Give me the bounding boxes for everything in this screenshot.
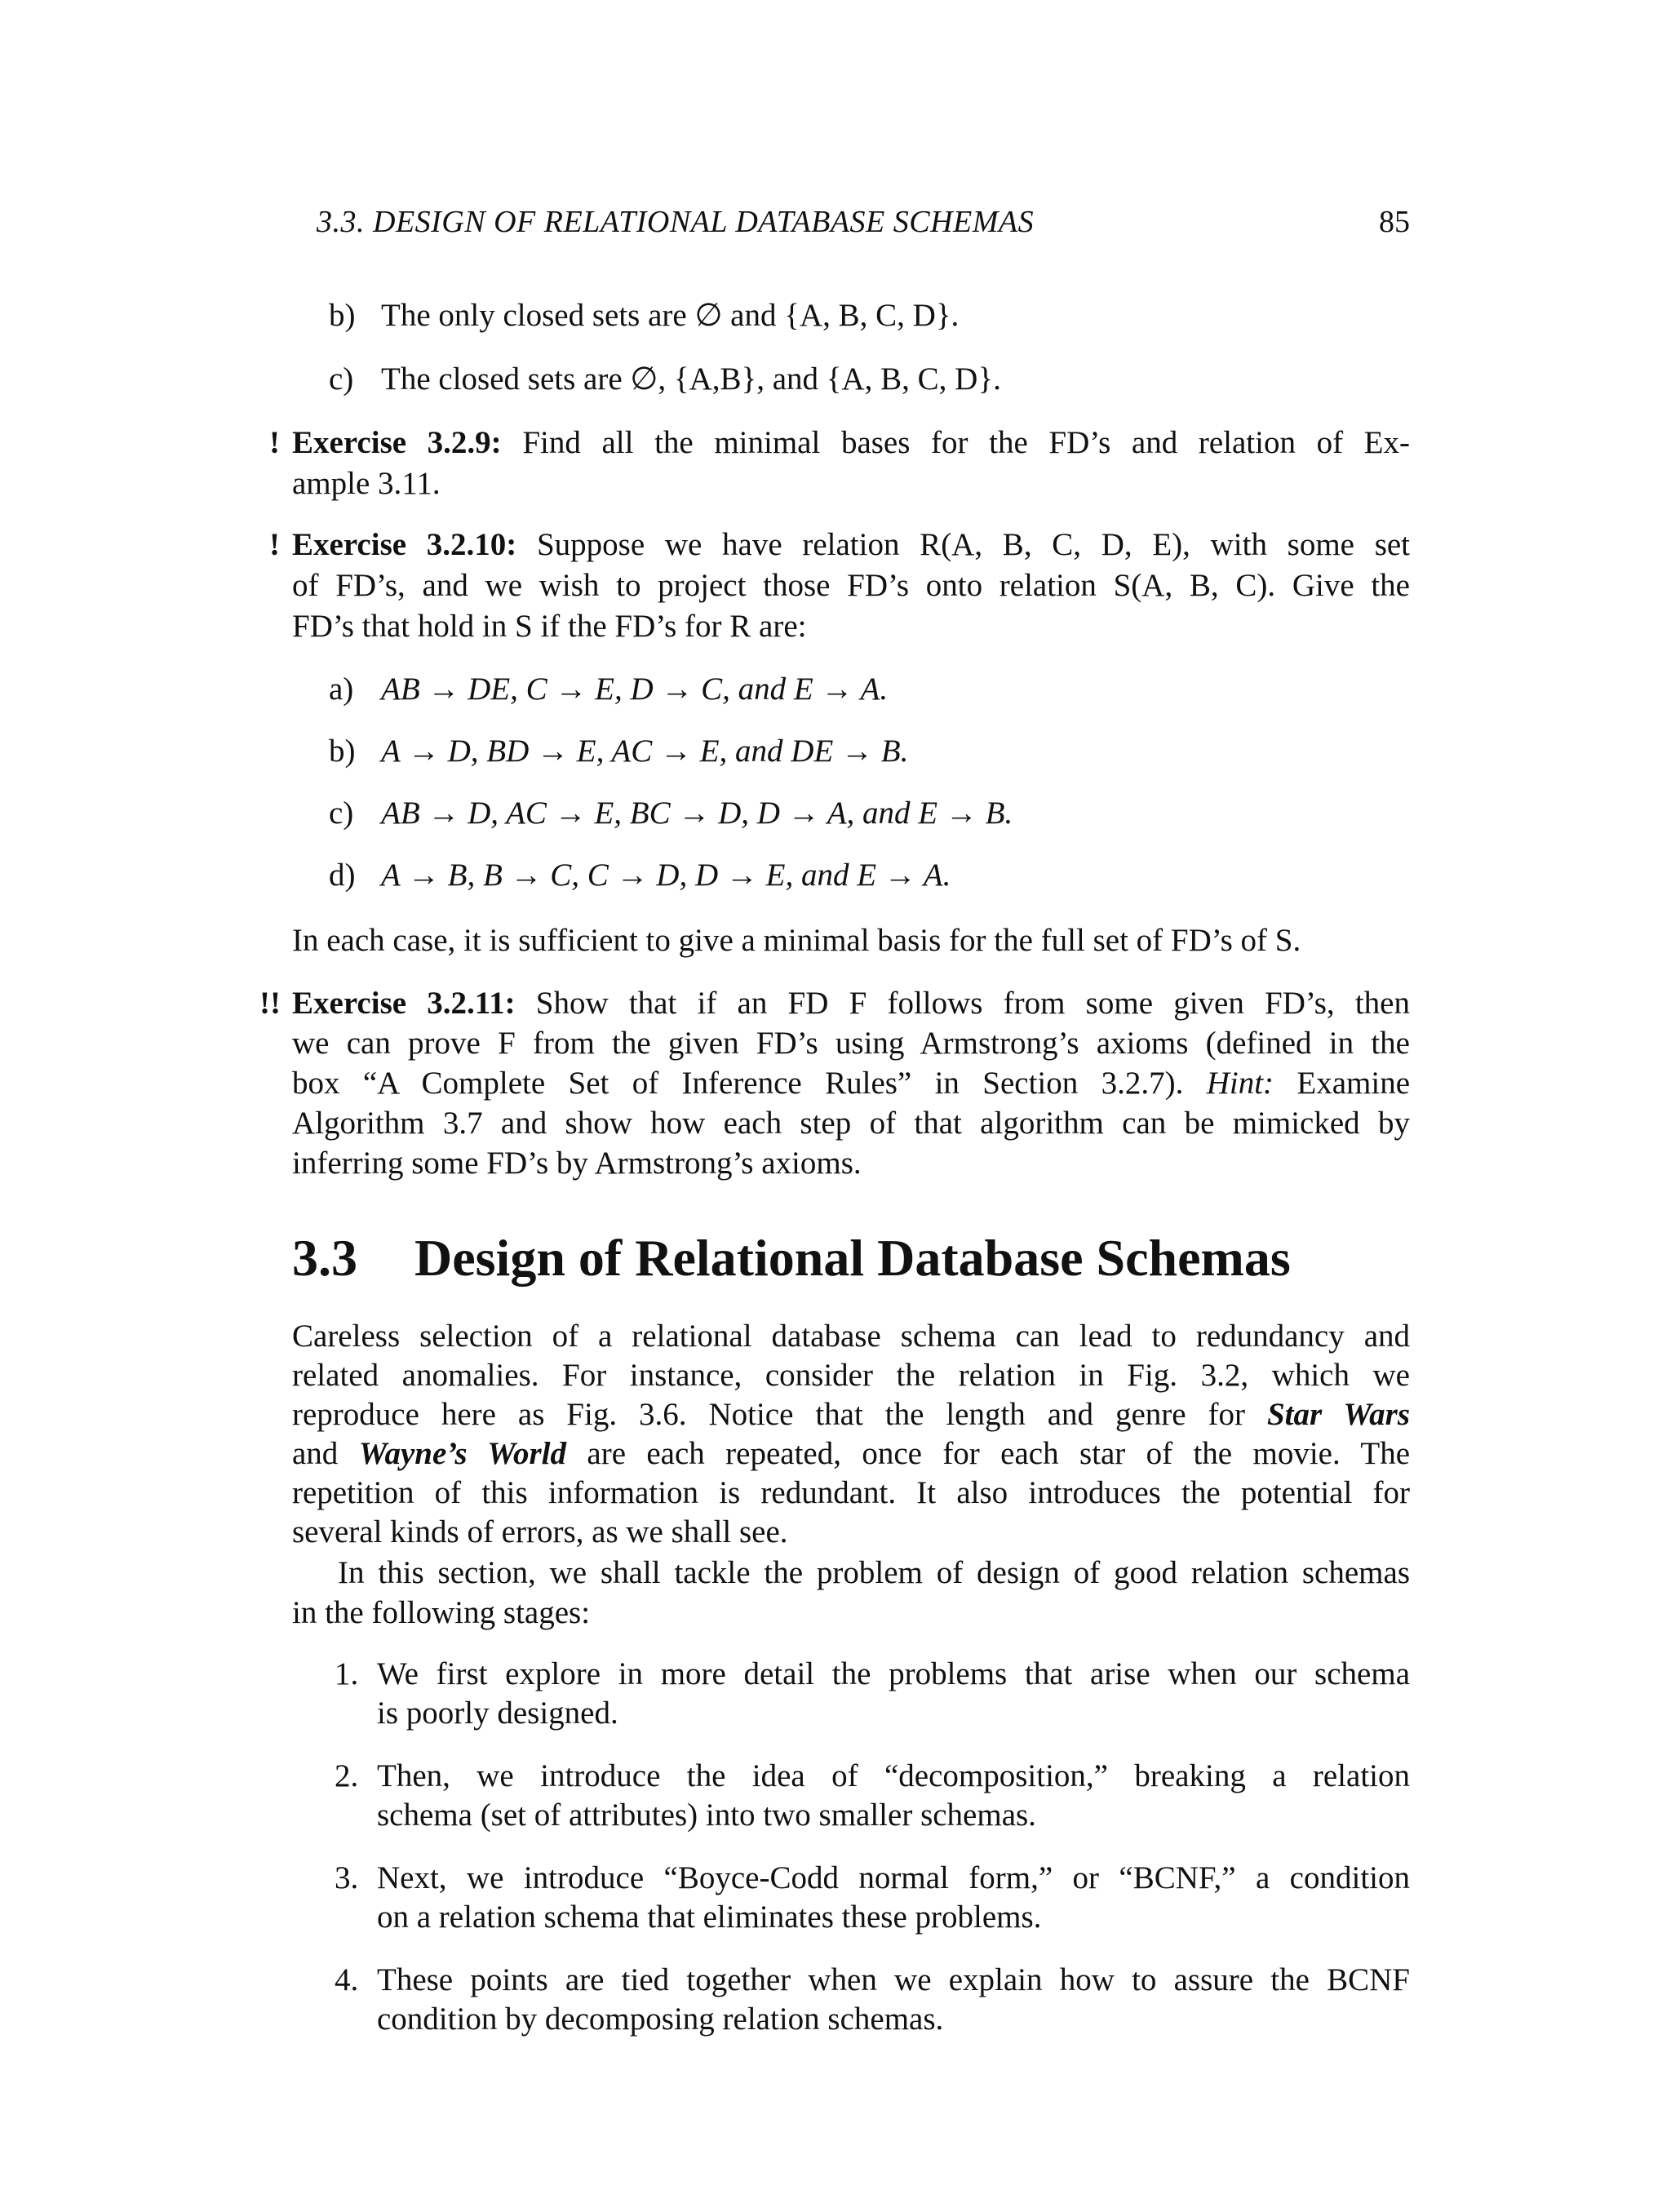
para-text: and <box>292 1436 339 1471</box>
para1-line2: related anomalies. For instance, consider the relation in Fig. 3.2, which we <box>292 1358 1410 1393</box>
fd-item-label: a) <box>329 672 354 707</box>
difficulty-mark: ! <box>269 425 280 460</box>
exercise-text: Show that if an FD F follows from some given FD’s, then <box>535 986 1410 1021</box>
exercise-label: Exercise 3.2.10: <box>292 527 517 562</box>
exercise-3-2-9-line2: ample 3.11. <box>292 466 441 501</box>
fd-item-label: c) <box>329 796 354 831</box>
stage-4-line1 <box>335 1960 1410 2001</box>
exercise-3-2-10-line2: of FD’s, and we wish to project those FD’s onto relation S(A, B, C). Give the <box>292 568 1410 603</box>
exercise-label: Exercise 3.2.9: <box>292 425 502 460</box>
para1-line3 <box>292 1394 1410 1435</box>
answer-c-label: c) <box>329 361 354 397</box>
difficulty-mark: !! <box>259 986 281 1021</box>
fd-item-text: AB → D, AC → E, BC → D, D → A, and E → B. <box>381 796 1013 831</box>
section-number: 3.3 <box>292 1229 357 1287</box>
movie-title: Wayne’s World <box>358 1436 567 1471</box>
answer-b-text: The only closed sets are ∅ and {A, B, C, D}. <box>381 298 960 333</box>
movie-title: Star Wars <box>1266 1397 1411 1432</box>
exercise-label: Exercise 3.2.11: <box>292 986 516 1021</box>
fd-item-text: AB → DE, C → E, D → C, and E → A. <box>381 672 889 707</box>
para-text: reproduce here as Fig. 3.6. Notice that the length and genre for <box>292 1397 1245 1432</box>
fd-item-d <box>329 855 951 896</box>
stage-3-line1 <box>335 1858 1410 1899</box>
section-title: Design of Relational Database Schemas <box>414 1229 1291 1287</box>
fd-item-c <box>329 793 1013 834</box>
stage-1-line1 <box>335 1654 1410 1695</box>
stage-2-line2: schema (set of attributes) into two smaller schemas. <box>377 1798 1036 1833</box>
page-number: 85 <box>1379 205 1410 239</box>
fd-item-a <box>329 669 888 710</box>
exercise-text: Suppose we have relation R(A, B, C, D, E), with some set <box>536 527 1411 562</box>
exercise-3-2-10-line1 <box>269 525 1411 565</box>
answer-b-label: b) <box>329 298 356 333</box>
exercise-text: Examine <box>1296 1066 1411 1101</box>
running-title: 3.3. DESIGN OF RELATIONAL DATABASE SCHEMAS <box>317 205 1035 239</box>
list-text: These points are tied together when we explain how to assure the BCNF <box>377 1962 1410 1997</box>
exercise-3-2-11-line1 <box>259 983 1410 1024</box>
exercise-3-2-11-line2: we can prove F from the given FD’s using Armstrong’s axioms (defined in the <box>292 1026 1410 1061</box>
exercise-3-2-11-line5: inferring some FD’s by Armstrong’s axioms. <box>292 1146 862 1181</box>
fd-item-text: A → B, B → C, C → D, D → E, and E → A. <box>381 858 951 893</box>
exercise-3-2-10-closing: In each case, it is sufficient to give a minimal basis for the full set of FD’s of S. <box>292 923 1301 958</box>
fd-item-text: A → D, BD → E, AC → E, and DE → B. <box>381 734 909 769</box>
para1-line4 <box>292 1434 1410 1474</box>
exercise-3-2-9-line1 <box>269 423 1410 463</box>
answer-c-text: The closed sets are ∅, {A,B}, and {A, B, C, D}. <box>381 361 1001 397</box>
stage-1-line2: is poorly designed. <box>377 1696 618 1731</box>
list-text: We first explore in more detail the problems that arise when our schema <box>377 1656 1410 1691</box>
list-text: Next, we introduce “Boyce-Codd normal form,” or “BCNF,” a condition <box>377 1860 1410 1895</box>
para1-line1: Careless selection of a relational database schema can lead to redundancy and <box>292 1319 1410 1354</box>
para-text: are each repeated, once for each star of the movie. The <box>587 1436 1411 1471</box>
para1-line6: several kinds of errors, as we shall see. <box>292 1514 788 1549</box>
difficulty-mark: ! <box>269 527 280 562</box>
exercise-3-2-11-line4: Algorithm 3.7 and show how each step of that algorithm can be mimicked by <box>292 1106 1410 1141</box>
stage-4-line2: condition by decomposing relation schemas. <box>377 2001 944 2037</box>
hint-label: Hint: <box>1206 1066 1274 1101</box>
exercise-3-2-10-line3: FD’s that hold in S if the FD’s for R are: <box>292 609 807 644</box>
answer-c <box>329 359 1001 400</box>
fd-item-b <box>329 731 908 772</box>
exercise-3-2-11-line3 <box>292 1063 1410 1104</box>
list-number: 2. <box>335 1758 359 1793</box>
list-number: 3. <box>335 1860 359 1895</box>
fd-item-label: b) <box>329 734 356 769</box>
para2-line1: In this section, we shall tackle the problem of design of good relation schemas <box>338 1555 1410 1590</box>
list-text: Then, we introduce the idea of “decomposition,” breaking a relation <box>377 1758 1410 1793</box>
list-number: 4. <box>335 1962 359 1997</box>
section-heading <box>292 1228 1291 1288</box>
answer-b <box>329 295 959 336</box>
fd-item-label: d) <box>329 858 356 893</box>
exercise-text: box “A Complete Set of Inference Rules” in Section 3.2.7). <box>292 1066 1184 1101</box>
running-header <box>317 204 1410 253</box>
para2-line2: in the following stages: <box>292 1595 591 1630</box>
exercise-text: Find all the minimal bases for the FD’s and relation of Ex- <box>522 425 1410 460</box>
stage-2-line1 <box>335 1756 1410 1797</box>
stage-3-line2: on a relation schema that eliminates these problems. <box>377 1899 1042 1935</box>
list-number: 1. <box>335 1656 359 1691</box>
para1-line5: repetition of this information is redundant. It also introduces the potential for <box>292 1475 1410 1510</box>
